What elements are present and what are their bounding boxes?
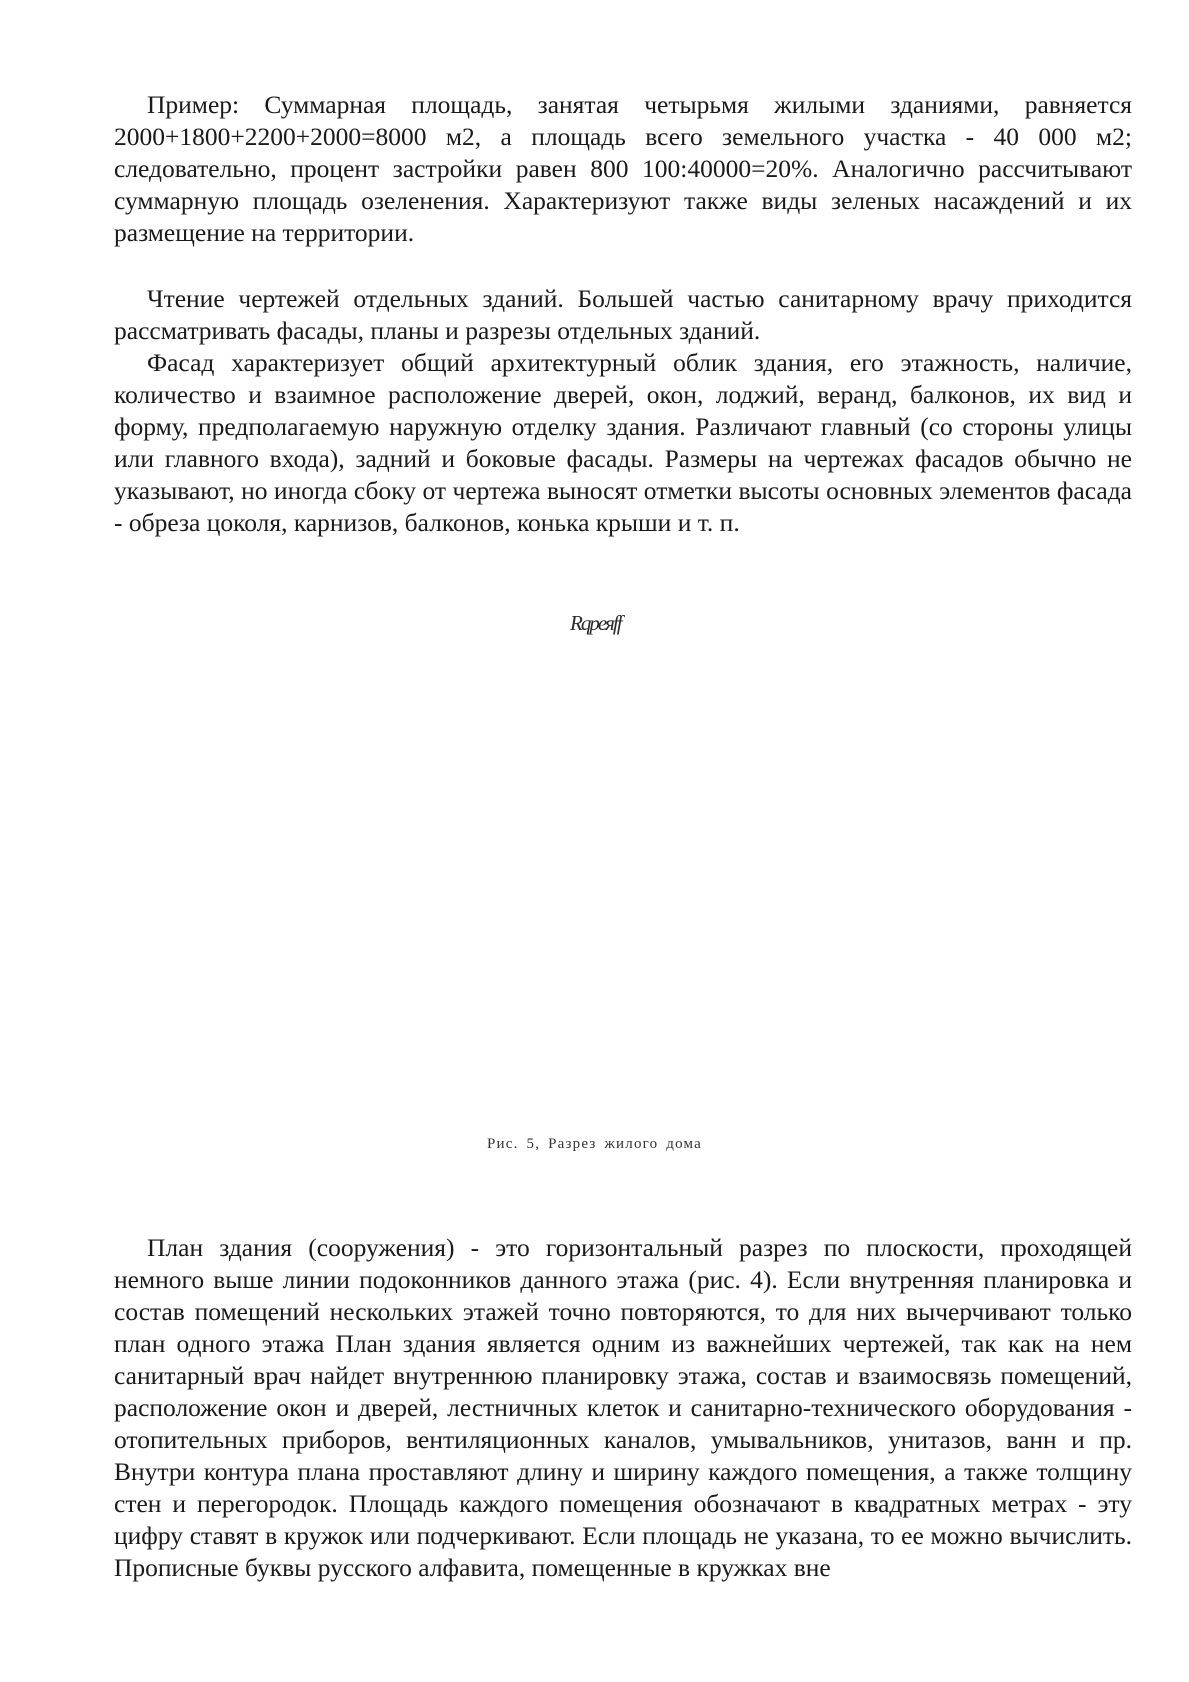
paragraph-building-plan: План здания (сооружения) - это горизонтальный разрез по плоскости, проходящей немного выше линии подоконников данного этажа (рис. 4). Если внутренняя планировка и состав помещений нескольких этажей точно повторяются, то для них вычерчивают только план одного этажа План здания является одним из важнейших чертежей, так как на нем санитарный врач найдет внутреннюю планировку этажа, состав и взаимосвязь помещений, расположение окон и дверей, лестничных клеток и санитарно-технического оборудования - отопительных приборов, вентиляционных каналов, умывальников, унитазов, ванн и пр. Внутри контура плана проставляют длину и ширину каждого помещения, а также толщину стен и перегородок. Площадь каждого помещения обозначают в квадратных метрах - эту цифру ставят в кружок или подчеркивают. Если площадь не указана, то ее можно вычислить. Прописные буквы русского алфавита, помещенные в кружках вне (114, 1233, 1132, 1582)
paragraph-facade: Фасад характеризует общий архитектурный облик здания, его этажность, наличие, количество и взаимное расположение дверей, окон, лоджий, веранд, балконов, их вид и форму, предполагаемую наружную отделку здания. Различают главный (со стороны улицы или главного входа), задний и боковые фасады. Размеры на чертежах фасадов обычно не указывают, но иногда сбоку от чертежа выносят отметки высоты основных элементов фасада - обреза цоколя, карнизов, балконов, конька крыши и т. п. (114, 348, 1132, 537)
figure-area (114, 660, 1132, 1120)
figure-placeholder-text: Rqpeяff (570, 611, 621, 635)
figure-caption: Рис. 5, Разрез жилого дома (487, 1136, 702, 1152)
paragraph-example: Пример: Суммарная площадь, занятая четырьмя жилыми зданиями, равняется 2000+1800+2200+2000=8000 м2, а площадь всего земельного участка - 40 000 м2; следовательно, процент застройки равен 800 100:40000=20%. Аналогично рассчитывают суммарную площадь озеленения. Характеризуют также виды зеленых насаждений и их размещение на территории. (114, 90, 1132, 247)
paragraph-reading-drawings: Чтение чертежей отдельных зданий. Большей частью санитарному врачу приходится рассматривать фасады, планы и разрезы отдельных зданий. (114, 284, 1132, 345)
